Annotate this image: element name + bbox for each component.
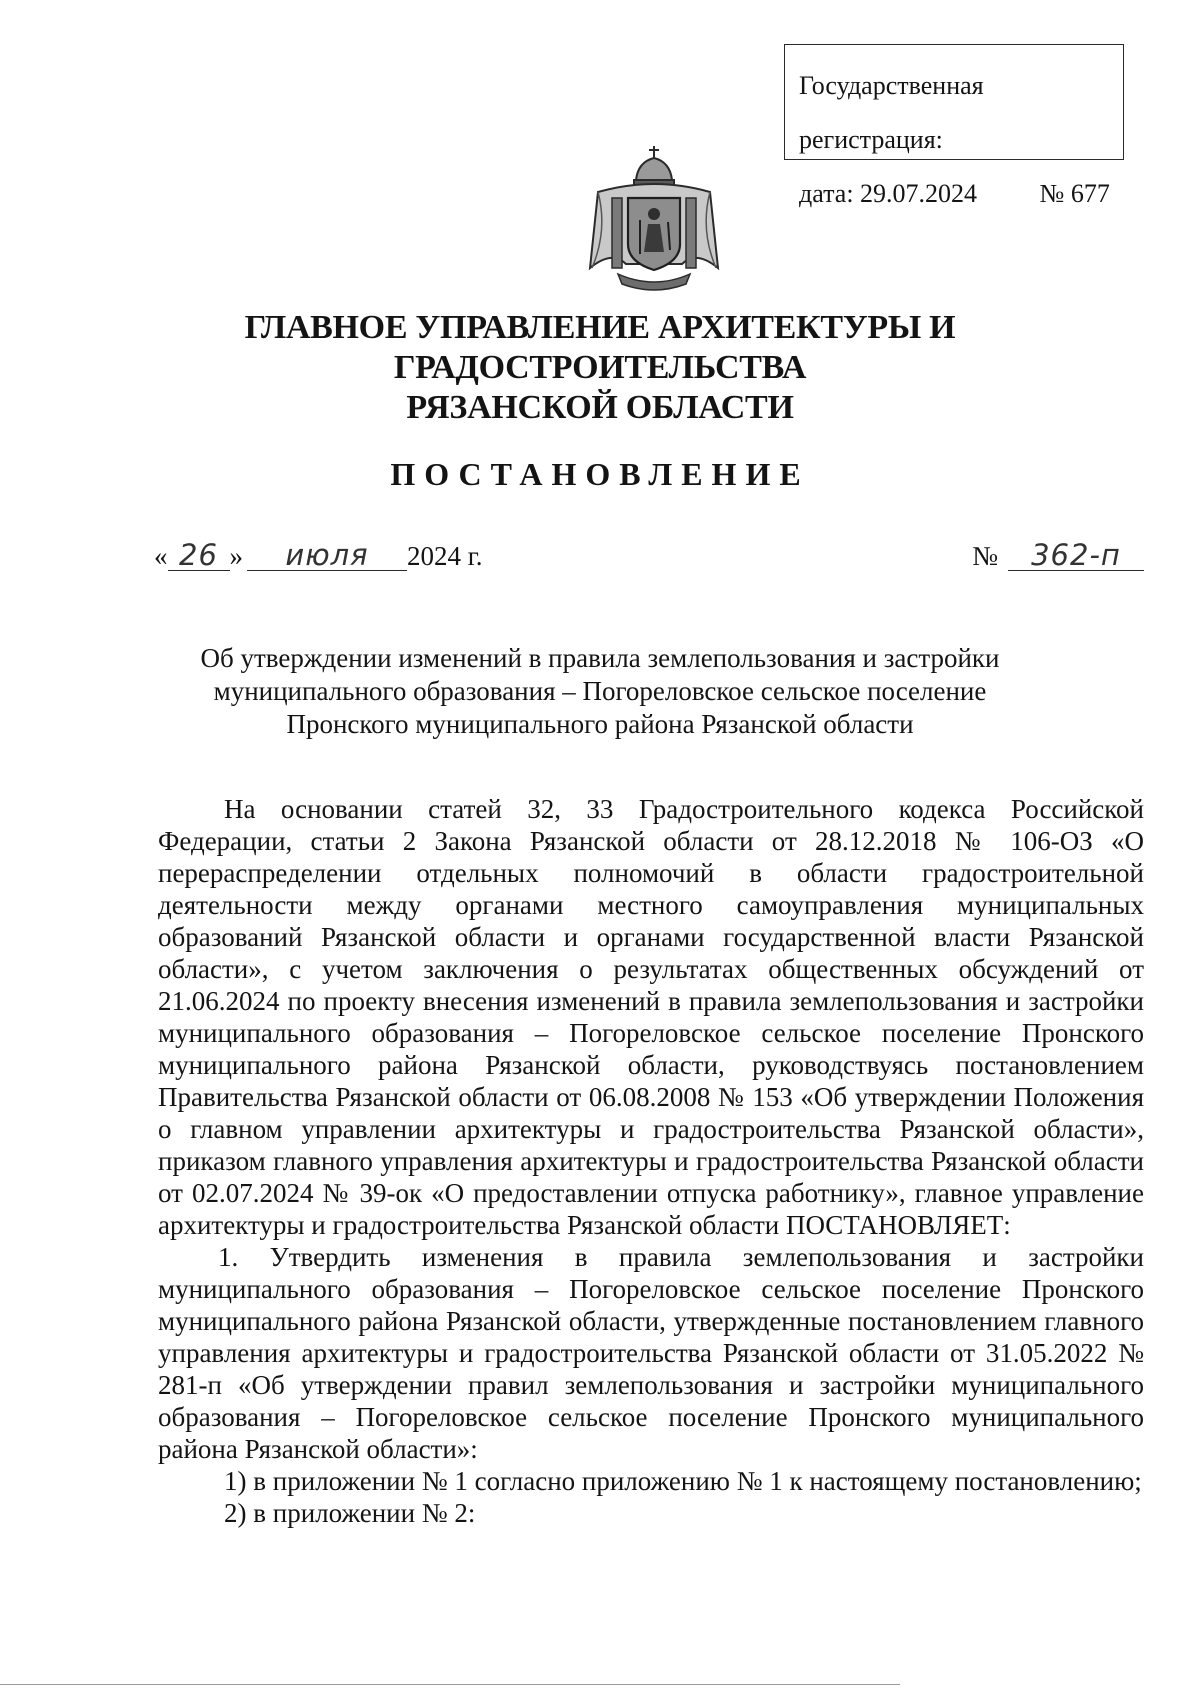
subitem-1-paragraph: 1) в приложении № 1 согласно приложению № 1 к настоящему постановлению; — [224, 1466, 1142, 1496]
organization-line-2: РЯЗАНСКОЙ ОБЛАСТИ — [406, 389, 794, 426]
document-date — [154, 540, 483, 572]
scan-edge-rule — [0, 1684, 900, 1685]
registration-title: Государственная регистрация: — [799, 71, 984, 154]
subject-line-3: Пронского муниципального района Рязанской области — [286, 709, 914, 739]
number-value: 362-п — [1008, 540, 1144, 571]
date-day: 26 — [168, 540, 230, 571]
subitem-2-paragraph: 2) в приложении № 2: — [224, 1498, 476, 1528]
organization-heading — [60, 308, 1140, 428]
document-type: ПОСТАНОВЛЕНИЕ — [390, 456, 810, 492]
date-year: 2024 г. — [407, 541, 483, 571]
number-sign: № — [972, 541, 998, 571]
coat-of-arms-icon — [578, 140, 730, 296]
registration-number: № 677 — [1039, 179, 1110, 208]
document-body — [158, 793, 1144, 1529]
subject-line-1: Об утверждении изменений в правила землепользования и застройки — [200, 643, 1000, 673]
registration-details — [799, 167, 1123, 221]
item-1-paragraph: 1. Утвердить изменения в правила землепользования и застройки муниципального образования – Погореловское сельское поселение Пронского муниципального района Рязанской области, утвержденные постановлением главного управления архитектуры и градостроительства Рязанской области от 31.05.2022 № 281-п «Об утверждении правил землепользования и застройки муниципального образования – Погореловское сельское поселение Пронского муниципального района Рязанской области»: — [158, 1242, 1144, 1464]
registration-date: дата: 29.07.2024 — [799, 179, 978, 208]
organization-line-1: ГЛАВНОЕ УПРАВЛЕНИЕ АРХИТЕКТУРЫ И ГРАДОСТРОИТЕЛЬСТВА — [244, 309, 956, 386]
registration-stamp — [784, 44, 1124, 208]
preamble-paragraph: На основании статей 32, 33 Градостроительного кодекса Российской Федерации, статьи 2 Закона Рязанской области от 28.12.2018 № 106-ОЗ «О перераспределении отдельных полномочий в области градостроительной деятельности между органами местного самоуправления муниципальных образований Рязанской области и органами государственной власти Рязанской области», с учетом заключения о результатах общественных обсуждений от 21.06.2024 по проекту внесения изменений в правила землепользования и застройки муниципального образования – Погореловское сельское поселение Пронского муниципального района Рязанской области, руководствуясь постановлением Правительства Рязанской области от 06.08.2008 № 153 «Об утверждении Положения о главном управлении архитектуры и градостроительства Рязанской области», приказом главного управления архитектуры и градостроительства Рязанской области от 02.07.2024 № 39-ок «О предоставлении отпуска работнику», главное управление архитектуры и градостроительства Рязанской области ПОСТАНОВЛЯЕТ: — [158, 794, 1144, 1240]
subject-line-2: муниципального образования – Погореловское сельское поселение — [213, 676, 987, 706]
date-month: июля — [247, 540, 407, 571]
document-number — [972, 540, 1144, 572]
date-close-quote: » — [229, 541, 243, 571]
document-subject — [120, 642, 1080, 741]
date-open-quote: « — [154, 541, 168, 571]
